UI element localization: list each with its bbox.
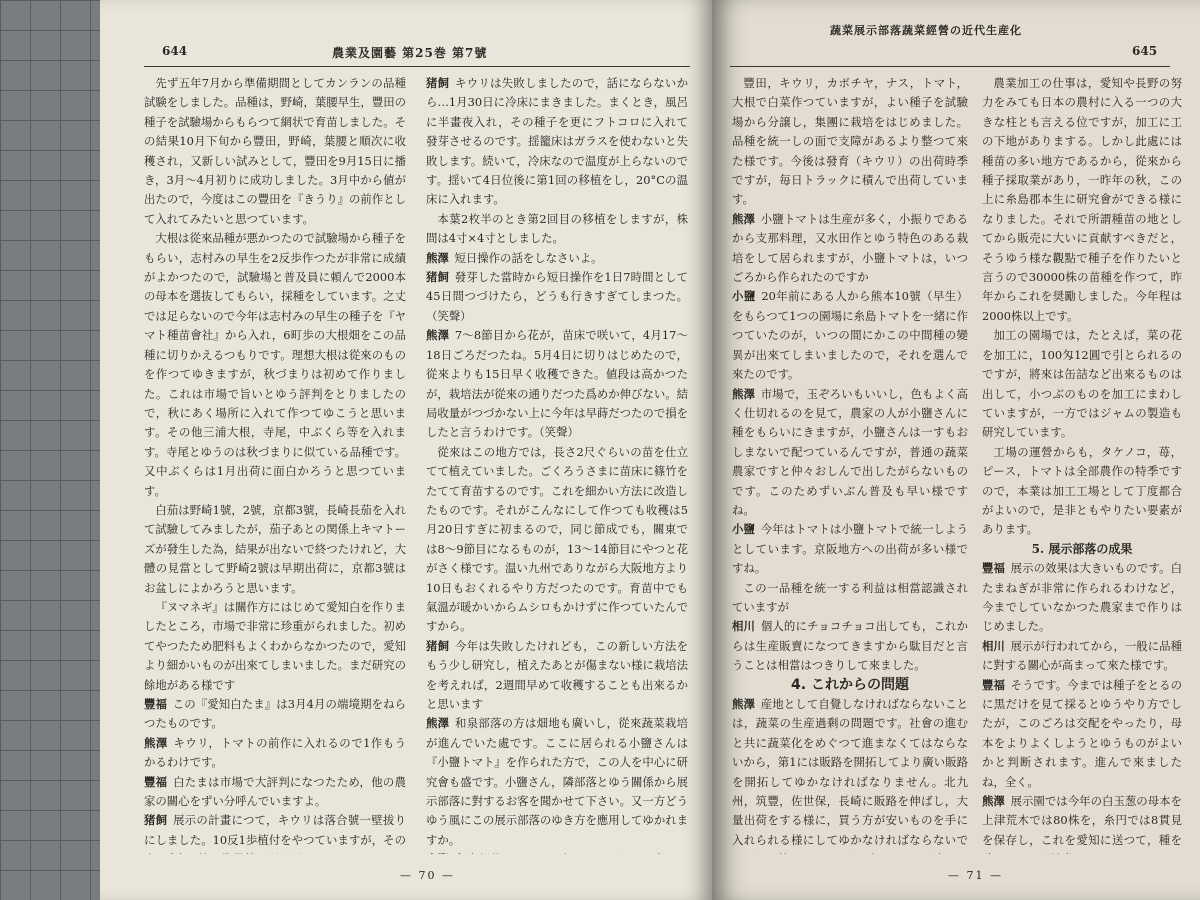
paragraph <box>982 792 1182 854</box>
paragraph <box>144 74 406 229</box>
left-page-header <box>100 44 712 64</box>
paragraph-text: 和泉部落の方は畑地も廣いし，從來蔬菜栽培が進んでいた處です。ここに居られる小鹽さんは『小鹽トマト』を作られた方で，この人を中心に研究會も盛です。小鹽さん，隣部落とゆう關係から展示部落に對するお客を聞かせて下さい。又一方どうゆう風にこの展示部落のゆき方を應用してゆかれますか。 <box>426 716 688 847</box>
speaker-name: 小鹽 <box>732 289 756 304</box>
speaker-name: 豐福 <box>144 697 168 711</box>
paragraph-text: 本葉2枚半のとき第2回目の移植をしますが，株間は4寸×4寸としました。 <box>426 211 688 246</box>
right-running-head: 蔬菜展示部落蔬菜經營の近代生産化 <box>830 24 1022 37</box>
speaker-name: 豐福 <box>144 774 168 789</box>
left-column-1 <box>144 74 406 854</box>
left-page-number: 644 <box>162 44 188 58</box>
paragraph-text: 市場で，玉ぞろいもいいし，色もよく高く仕切れるのを見て，農家の人が小鹽さんに種をもらいにきますが，小鹽さんは一すもおしまないで配つているんですが，普通の蔬菜農家ですと仲々おしんで出したがらないものです。このためずいぶん普及も早い様ですね。 <box>732 386 968 517</box>
right-column-2 <box>982 74 1182 854</box>
paragraph <box>144 229 406 501</box>
left-page <box>100 0 712 900</box>
paragraph-text <box>426 852 688 854</box>
speaker-name: 熊澤 <box>982 794 1005 809</box>
paragraph <box>982 559 1182 637</box>
paragraph <box>426 443 688 637</box>
paragraph <box>732 520 968 578</box>
paragraph-text: 展示の計畫につて，キウリは落合號一壁拔りにしました。10反1歩植付をやつていますが，その <box>144 813 406 847</box>
left-header-rule <box>144 66 690 67</box>
paragraph <box>426 74 688 210</box>
paragraph <box>144 734 406 773</box>
paragraph-text: 豐田，キウリ，カボチヤ，ナス，トマト，大根で白菜作つていますが，よい種子を試驗場から分譲し，集團に栽培をはじめました。品種を統一しの面で支障があるより整つて來た様です。今後は發育（キウリ）の出荷時季ですが，毎日トラックに積んで出荷しています。 <box>732 76 968 207</box>
paragraph <box>732 695 968 854</box>
speaker-name: 豐福 <box>982 677 1005 692</box>
paragraph-text: 『ヌマネギ』は關作方にはじめて愛知白を作りましたところ，市場で非常に珍重がられました。初めてやつたため肥料もよくわからなかつたので，愛知より細かいものが出來てしまいました。まだ研究の餘地がある様です <box>144 599 406 692</box>
paragraph <box>732 74 968 210</box>
speaker-name: 熊澤 <box>732 211 756 226</box>
paragraph-text: 短日操作の話をしなさいよ。 <box>454 250 603 265</box>
paragraph <box>144 695 406 734</box>
paragraph-text: そうです。今までは種子をとるのに黒だけを見て採るとゆうやり方でしたが，このごろは交配をやったり，母本をよりよくしようとゆうものがよいかと判断されます。進んで來ましたね，全く。 <box>982 677 1182 789</box>
paragraph <box>982 637 1182 676</box>
paragraph <box>426 850 688 854</box>
right-header-rule <box>730 66 1170 67</box>
speaker-name: 熊澤 <box>426 716 450 731</box>
paragraph-text: 小鹽トマトは生産が多く，小振りであるから支那料理，又水田作とゆう特色のある栽培をして居られますが，小鹽トマトは，いつごろから作られたのですか <box>732 211 968 285</box>
paragraph <box>982 326 1182 442</box>
paragraph-text: 20年前にある人から熊本10號（早生）をもらつて1つの園場に糸島トマトを一緒に作つていたのが，いつの間にかこの中間種の變異が出來てしまいましたので，それを選んで來たのです。 <box>732 289 968 382</box>
paragraph-text: この一品種を統一する利益は相當認識されていますが <box>732 580 968 614</box>
right-column-1 <box>732 74 968 854</box>
right-folio: — 71 — <box>948 869 1003 882</box>
paragraph <box>732 210 968 288</box>
paragraph <box>732 287 968 384</box>
paragraph-text: 展示園では今年の白玉葱の母本を上津荒木では80株を，糸円では8貫見を保存し，これを愛知に送つて，種を <box>982 794 1182 847</box>
right-page <box>712 0 1200 900</box>
speaker-name <box>426 852 449 854</box>
speaker-name: 熊澤 <box>144 735 168 750</box>
speaker-name: 猪飼 <box>144 813 168 828</box>
right-page-number: 645 <box>1132 44 1158 58</box>
paragraph <box>426 637 688 715</box>
paragraph <box>982 74 1182 326</box>
speaker-name: 猪飼 <box>426 270 450 285</box>
paragraph-text: 展示の效果は大きいものです。白たまねぎが非常に作られるわけなど，今までしていなかつた農家まで作りはじめました。 <box>982 561 1182 634</box>
paragraph <box>426 249 688 268</box>
speaker-name: 相川 <box>732 619 756 634</box>
paragraph <box>426 714 688 850</box>
paragraph-text: 産地として自覺しなければならないことは，蔬菜の生産過剩の問題です。社會の進むと共に蔬菜化をめぐつて進まなくてはならないから，第1には販路を開拓してより廣い販路を開拓してゆかなければなりません。北九州，筑豐，佐世保，長崎に販路を伸ばし，大量出荷をする様に，買う方が安いものを手に入れられる様にしてゆかなければならないで <box>732 697 968 847</box>
speaker-name: 小鹽 <box>732 522 756 537</box>
paragraph-text: 白たまは市場で大評判になつたため，他の農家の關心をずい分呼んでいますよ。 <box>144 774 406 809</box>
speaker-name: 熊澤 <box>426 328 450 343</box>
paragraph-text: キウリ，トマトの前作に入れるので1作もうかるわけです。 <box>144 735 406 770</box>
paragraph <box>982 443 1182 540</box>
speaker-name: 猪飼 <box>426 76 450 90</box>
paragraph-text: 今年はトマトは小鹽トマトで統一しようとしています。京阪地方への出荷が多い様ですね。 <box>732 522 968 576</box>
section-heading: 4. これからの問題 <box>791 676 909 693</box>
right-page-header <box>712 24 1200 64</box>
speaker-name: 熊澤 <box>732 697 756 711</box>
speaker-name: 熊澤 <box>732 386 756 401</box>
speaker-name: 猪飼 <box>426 638 450 653</box>
left-column-2 <box>426 74 688 854</box>
paragraph-text: 今年は失敗したけれども，この新しい方法をもう少し研究し，植えたあとが傷まない様に栽培法を考えれば，2週間早めて收穫することも出來るかと思います <box>426 638 688 711</box>
speaker-name: 相川 <box>982 638 1005 653</box>
paragraph-text: 7～8節目から花が，苗床で咲いて，4月17～18日ごろだつたね。5月4日に切りはじめたので，從來よりも15日早く收穫できた。値段は高かつたが，栽培法が從來の通りだつた爲めか伸びない。結局收量がつづかない上に今年は早蒔だつたので損をしたと言うわけです。（笑聲） <box>426 328 688 440</box>
paragraph <box>426 268 688 326</box>
paragraph-text: 先ず五年7月から準備期間としてカンランの品種試験をしました。品種は，野崎，葉腰早生，豐田の種子を試驗場からもらつて網状で育苗しました。その結果10月下旬から豐田，野崎，葉腰と順次に收穫され，又新しい試みとして，豐田を9月15日に播き，3月～4月初りに成功しました。3月中から値が出たので，今度はこの豐田を『きうり』の前作として入れてみたいと思つています。 <box>144 76 406 226</box>
paragraph <box>426 210 688 249</box>
speaker-name: 熊澤 <box>426 250 449 265</box>
paragraph-text: 白茄は野崎1號，2號，京都3號，長崎長茄を入れて試驗してみましたが，茄子あとの関係上キマトーズが發生した為，結果が出ないで終つたけれど，大體の見當として野崎2號は早期出荷に，京都3號はお盆しによかろうと思います。 <box>144 502 406 595</box>
paragraph-text: 展示が行われてから，一般に品種に對する關心が高まって來た様です。 <box>982 638 1182 673</box>
paragraph-text: この『愛知白たま』は3月4月の端境期をねらつたものです。 <box>144 697 406 731</box>
paragraph <box>144 598 406 695</box>
subsection-heading: 5. 展示部落の成果 <box>1031 541 1133 556</box>
left-running-head: 農業及園藝 第25巻 第7號 <box>332 46 488 60</box>
paragraph-text: 從來はこの地方では，長さ2尺ぐらいの苗を仕立てて植えていました。ごくろうさまに苗床に篠竹をたてて育苗するのです。これを細かい方法に改造したものです。それがこんなにして作つても收穫は5月20日すぎに初まるので，同じ節成でも，關東では8～9節目になるものが，13～14節目にやつと花がさく様です。温い九州でありながら大阪地方より10日もおくれるやり方だつたのです。育苗中でも氣溫が暖かいからムシロもかけずに作つていたんですから。 <box>426 444 688 634</box>
speaker-name: 豐福 <box>982 561 1005 576</box>
paragraph <box>982 676 1182 792</box>
paragraph <box>732 385 968 521</box>
paragraph <box>732 617 968 675</box>
paragraph <box>144 501 406 598</box>
paragraph-text: 個人的にチョコチョコ出しても，これからは生産販賣になつてきますから駄目だと言うことは相當はつきりして來ました。 <box>732 619 968 673</box>
paragraph-text: 農業加工の仕事は，愛知や長野の努力をみても日本の農村に入る一つの大きな柱とも言える位ですが，加工に工の下地がありまする。しかし此處には種苗の多い地方であるから，從來から種子採取業があり，一昨年の秋，この上に糸島郡本生に研究會ができる様になりました。それで所謂種苗の地としてから販売に大いに貢献すべきだと，そうゆう様な觀點で種子を作りたいと言うので30000株の苗種を作つて，昨年からこれを奨勵しました。今年程は2000株以上です。 <box>982 76 1182 323</box>
paragraph-text: キウリは失敗しましたので，話にならないから…1月30日に冷床にまきました。まくとき，風呂に半畫夜入れ，その種子を更にフトコロに入れて發芽させるのです。揺籠床はガラスを使わないと失敗します。続いて，冷床なので温度が上らないのです。揺いて4日位後に第1回の移植をし，20°Cの温床に入れます。 <box>426 76 688 207</box>
paragraph-text: 工場の運營からも，タケノコ，苺，ピース，トマトは全部農作の特季ですので，本業は加工工場として丁度都合がよいので，是非ともやりたい要素があります。 <box>982 444 1182 537</box>
paragraph <box>426 326 688 442</box>
paragraph <box>732 579 968 618</box>
background-grid <box>0 0 100 900</box>
paragraph <box>144 773 406 812</box>
paragraph <box>144 811 406 854</box>
paragraph-text: 發芽した當時から短日操作を1日7時間として45日間つづけたら，どうも行きすぎてしまつた。（笑聲） <box>426 270 688 323</box>
left-folio: — 70 — <box>400 869 455 882</box>
paragraph-text: 大根は從來品種が悪かつたので試驗場から種子をもらい，志村みの早生を2反歩作つたが非常に成績がよかつたので，試驗場と普及員に頼んで2000本の母本を選抜してもらい，採種をしています。之丈では足らないので今年は志村みの早生の種子を『ヤマト種苗會社』から入れ，6町歩の大根畑をこの品種に切りかえるつもりです。理想大根は從來のものを作つてゆきますが，秋づまりは初めて作りました。これは市場で旨いとゆう評判をとりましたので，秋にあく場所に入れて作つてゆこうと思います。その他三浦大根，寺尾，中ぶくら等を入れます。寺尾とゆうのは秋づまりに似ている品種です。又中ぶくらは1月出荷に面白かろうと思つています。 <box>144 231 406 498</box>
paragraph-text: 加工の園場では，たとえば，菜の花を加工に，100匁12圓で引とられるのですが，將來は缶詰など出來るものは出して，小つぶのものを加工にまわしていますが，一方ではジャムの製造も研究しています。 <box>982 328 1182 440</box>
